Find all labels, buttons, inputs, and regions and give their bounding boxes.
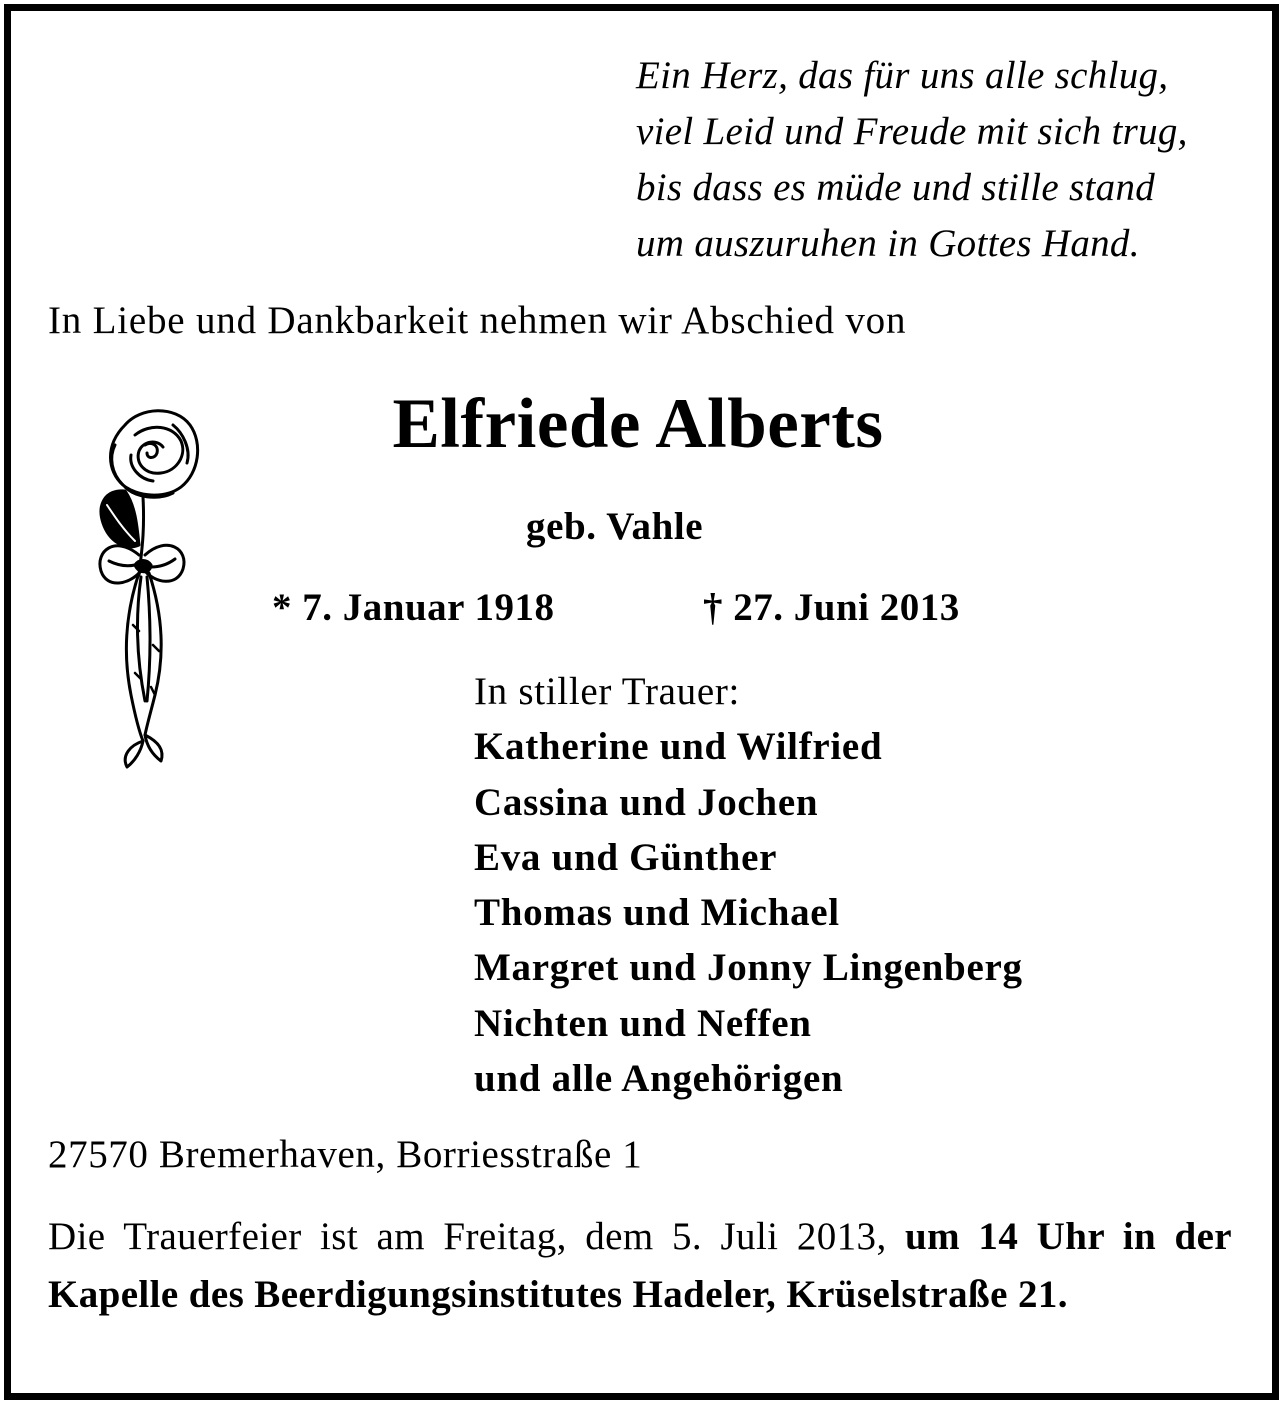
- poem-line: um auszuruhen in Gottes Hand.: [636, 222, 1140, 265]
- mourner-name: und alle Angehörigen: [474, 1057, 844, 1101]
- mourner-name: Eva und Günther: [474, 835, 778, 879]
- poem-line: viel Leid und Freude mit sich trug,: [636, 110, 1188, 153]
- rose-icon: [95, 405, 205, 775]
- mourner-name: Nichten und Neffen: [474, 1001, 812, 1045]
- mourner-name: Cassina und Jochen: [474, 780, 819, 824]
- maiden-name: geb. Vahle: [526, 505, 704, 548]
- deceased-name-text: Elfriede Alberts: [392, 385, 884, 463]
- intro-text: In Liebe und Dankbarkeit nehmen wir Abschied von: [48, 299, 907, 342]
- mourner-name: Margret und Jonny Lingenberg: [474, 946, 1023, 990]
- mourner-name: Thomas und Michael: [474, 891, 840, 935]
- mourners-list: [474, 664, 1023, 1106]
- poem-line: bis dass es müde und stille stand: [636, 166, 1156, 209]
- mourner-name: Katherine und Wilfried: [474, 725, 883, 769]
- mourners-label: In stiller Trauer:: [474, 670, 741, 713]
- address: 27570 Bremerhaven, Borriesstraße 1: [48, 1133, 643, 1176]
- ceremony-location-text: um 14 Uhr in der Kapelle des Beerdigungsinstitutes Hadeler, Krüselstraße 21.: [48, 1215, 1233, 1316]
- ceremony-notice: [48, 1208, 1232, 1324]
- poem: [636, 48, 1246, 272]
- ceremony-date-text: Die Trauerfeier ist am Freitag, dem 5. Juli 2013,: [48, 1215, 887, 1258]
- death-date: † 27. Juni 2013: [703, 586, 960, 629]
- birth-date: * 7. Januar 1918: [272, 586, 555, 629]
- poem-line: Ein Herz, das für uns alle schlug,: [636, 54, 1169, 97]
